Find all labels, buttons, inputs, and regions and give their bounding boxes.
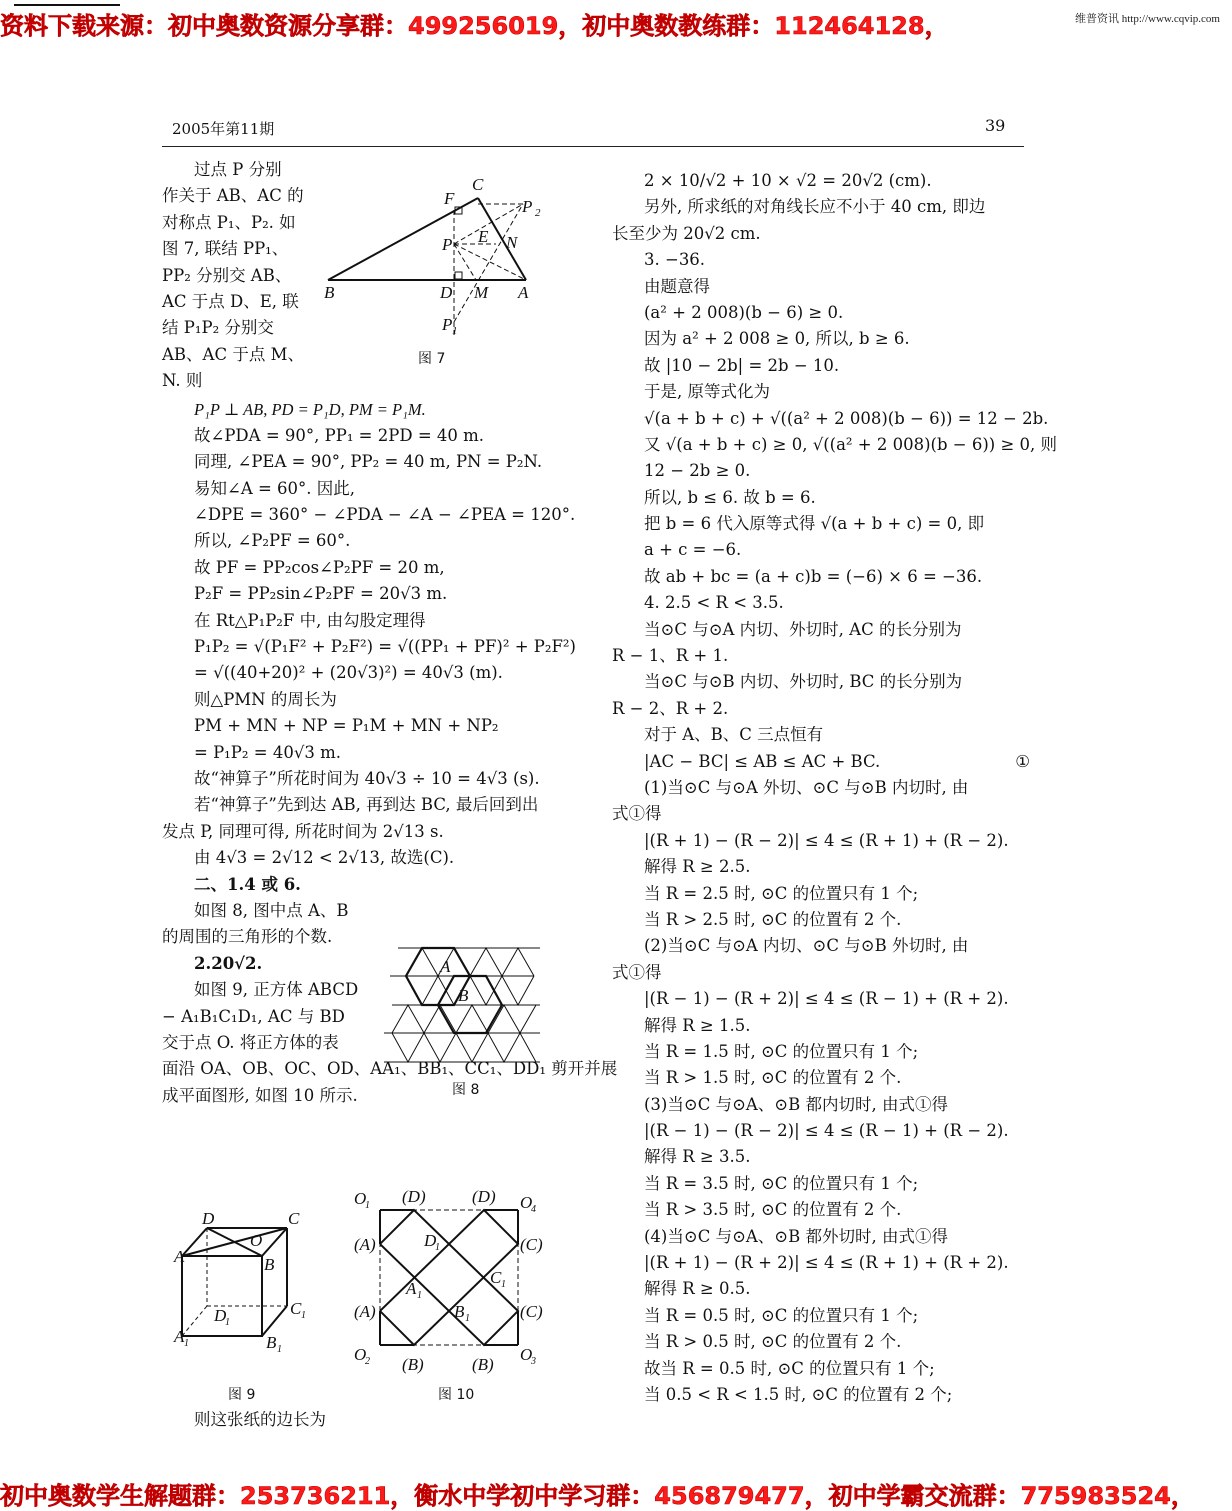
svg-text:E: E xyxy=(478,227,489,246)
text-line xyxy=(612,485,1030,511)
text-line: 发点 P, 同理可得, 所花时间为 2√13 s. xyxy=(162,821,444,841)
svg-text:1: 1 xyxy=(225,1317,230,1328)
svg-text:B: B xyxy=(458,986,469,1005)
line-text: 由题意得 xyxy=(644,276,710,296)
text-line: 若“神算子”先到达 AB, 再到达 BC, 最后回到出 xyxy=(194,795,539,815)
text-line: AB、AC 于点 M、 xyxy=(162,344,304,364)
figure-9 xyxy=(172,1206,322,1406)
text-line: PP₂ 分别交 AB、 xyxy=(162,265,292,285)
equation-line: = P₁P₂ = 40√3 m. xyxy=(194,742,341,762)
svg-text:D: D xyxy=(440,283,453,302)
text-line xyxy=(612,1092,1030,1118)
line-text: 当 R > 1.5 时, ⊙C 的位置有 2 个. xyxy=(644,1068,902,1088)
figure-8 xyxy=(384,945,544,1098)
line-text: a + c = −6. xyxy=(644,540,742,560)
text-line: 过点 P 分别 xyxy=(194,160,282,179)
text-line xyxy=(612,933,1030,959)
svg-text:1: 1 xyxy=(184,1338,189,1349)
svg-text:O: O xyxy=(354,1345,367,1364)
answer-heading: 2.20√2. xyxy=(194,953,263,973)
svg-text:B: B xyxy=(324,283,335,302)
svg-text:A: A xyxy=(406,1279,417,1298)
svg-text:2: 2 xyxy=(365,1356,370,1367)
svg-text:D: D xyxy=(424,1231,437,1250)
text-line xyxy=(612,669,1030,695)
text-line xyxy=(612,194,1030,220)
figure-10 xyxy=(354,1190,554,1406)
line-text: (4)当⊙C 与⊙A、⊙B 都外切时, 由式①得 xyxy=(644,1226,948,1246)
svg-text:P: P xyxy=(522,197,533,216)
svg-text:O: O xyxy=(520,1345,533,1364)
text-line xyxy=(612,511,1030,537)
line-text: |(R − 1) − (R + 2)| ≤ 4 ≤ (R − 1) + (R + 2). xyxy=(644,989,1009,1009)
svg-text:B: B xyxy=(264,1255,275,1274)
text-line xyxy=(612,881,1030,907)
text-line: 故∠PDA = 90°, PP₁ = 2PD = 40 m. xyxy=(194,425,485,445)
line-text: 当 R > 3.5 时, ⊙C 的位置有 2 个. xyxy=(644,1200,902,1220)
text-line xyxy=(612,537,1030,563)
text-line xyxy=(612,828,1030,854)
text-line: 的周围的三角形的个数. xyxy=(162,927,333,947)
line-text: 2 × 10/√2 + 10 × √2 = 20√2 (cm). xyxy=(644,171,932,190)
line-text: 故 ab + bc = (a + c)b = (−6) × 6 = −36. xyxy=(644,566,983,586)
svg-text:C: C xyxy=(490,1268,502,1287)
text-line xyxy=(612,1382,1030,1408)
text-line: 易知∠A = 60°. 因此, xyxy=(194,478,356,498)
svg-text:(D): (D) xyxy=(402,1190,426,1206)
svg-text:1: 1 xyxy=(417,1290,422,1301)
text-line xyxy=(612,722,1030,748)
text-line xyxy=(612,960,1030,986)
text-line xyxy=(612,1144,1030,1170)
figure-8-caption: 图 8 xyxy=(452,1082,480,1098)
source-watermark: 维普资讯 http://www.cqvip.com xyxy=(1074,13,1220,25)
line-text: R − 1、R + 1. xyxy=(612,646,729,666)
svg-text:O: O xyxy=(250,1231,263,1250)
text-line: ∠DPE = 360° − ∠PDA − ∠A − ∠PEA = 120°. xyxy=(194,505,576,525)
line-text: |(R − 1) − (R − 2)| ≤ 4 ≤ (R − 1) + (R − 2). xyxy=(644,1121,1009,1141)
cube-diagram xyxy=(172,1206,322,1356)
text-line xyxy=(612,326,1030,352)
svg-text:1: 1 xyxy=(501,1279,506,1290)
line-text: 当 R > 2.5 时, ⊙C 的位置有 2 个. xyxy=(644,909,902,929)
svg-text:P: P xyxy=(442,235,453,254)
equation-line: P₁P ⊥ AB, PD = P₁D, PM = P₁M. xyxy=(194,399,426,419)
equation-line: P₁P₂ = √(P₁F² + P₂F²) = √((PP₁ + PF)² + P₂F²) xyxy=(194,637,576,657)
svg-text:O: O xyxy=(520,1193,533,1212)
text-line xyxy=(612,590,1030,616)
text-line: 对称点 P₁、P₂. 如 xyxy=(162,212,296,232)
svg-text:(B): (B) xyxy=(472,1355,494,1374)
equation-line: PM + MN + NP = P₁M + MN + NP₂ xyxy=(194,716,499,736)
text-line xyxy=(612,1356,1030,1382)
line-text: 长至少为 20√2 cm. xyxy=(612,223,761,243)
running-title: 2005年第11期 xyxy=(172,120,275,138)
svg-text:(C): (C) xyxy=(520,1302,543,1321)
text-line: 图 7, 联结 PP₁、 xyxy=(162,239,289,259)
svg-text:(C): (C) xyxy=(520,1235,543,1254)
text-line: − A₁B₁C₁D₁, AC 与 BD xyxy=(162,1006,345,1026)
svg-text:(B): (B) xyxy=(402,1355,424,1374)
line-text: (1)当⊙C 与⊙A 外切、⊙C 与⊙B 内切时, 由 xyxy=(644,777,969,797)
svg-text:B: B xyxy=(454,1302,465,1321)
text-line: N. 则 xyxy=(162,371,203,391)
text-line xyxy=(612,775,1030,801)
line-text: |(R + 1) − (R − 2)| ≤ 4 ≤ (R + 1) + (R − 2). xyxy=(644,830,1009,850)
figure-7-caption: 图 7 xyxy=(418,351,446,367)
line-text: √(a + b + c) + √((a² + 2 008)(b − 6)) = 12 − 2b. xyxy=(644,408,1049,428)
text-line xyxy=(612,406,1049,432)
text-line xyxy=(612,1303,1030,1329)
text-line: 则这张纸的边长为 xyxy=(194,1410,326,1429)
text-line: 结 P₁P₂ 分别交 xyxy=(162,318,274,338)
text-line: 在 Rt△P₁P₂F 中, 由勾股定理得 xyxy=(194,610,426,630)
svg-text:1: 1 xyxy=(365,1200,370,1211)
svg-text:A: A xyxy=(174,1247,185,1266)
svg-text:D: D xyxy=(202,1209,215,1228)
triangular-grid-diagram xyxy=(384,945,544,1065)
proof-block xyxy=(162,397,582,898)
svg-text:A: A xyxy=(174,1327,185,1346)
svg-text:D: D xyxy=(214,1306,227,1325)
line-text: 当 R > 0.5 时, ⊙C 的位置有 2 个. xyxy=(644,1332,902,1352)
line-text: (3)当⊙C 与⊙A、⊙B 都内切时, 由式①得 xyxy=(644,1094,948,1114)
text-line xyxy=(612,1171,1030,1197)
figure-10-caption: 图 10 xyxy=(438,1387,475,1403)
header-rule xyxy=(162,146,1024,147)
svg-text:1: 1 xyxy=(301,1310,306,1321)
text-line xyxy=(612,1013,1030,1039)
svg-text:1: 1 xyxy=(435,1242,440,1253)
triangle-reflection-diagram xyxy=(318,172,568,342)
line-text: 解得 R ≥ 3.5. xyxy=(644,1147,751,1167)
text-line xyxy=(612,1250,1030,1276)
line-text: 对于 A、B、C 三点恒有 xyxy=(644,725,824,745)
line-text: 另外, 所求纸的对角线长应不小于 40 cm, 即边 xyxy=(644,197,986,217)
text-line xyxy=(612,617,1030,643)
unfolded-cube-net-diagram xyxy=(354,1190,554,1375)
line-text: |AC − BC| ≤ AB ≤ AC + BC. xyxy=(644,751,881,771)
text-line: P₂F = PP₂sin∠P₂PF = 20√3 m. xyxy=(194,584,448,604)
svg-text:F: F xyxy=(444,189,455,208)
text-line xyxy=(612,168,1030,194)
line-text: 解得 R ≥ 2.5. xyxy=(644,857,751,877)
svg-text:2: 2 xyxy=(535,207,541,219)
equation-number: ① xyxy=(1015,751,1030,771)
text-line: 由 4√3 = 2√12 < 2√13, 故选(C). xyxy=(194,848,455,868)
svg-text:(D): (D) xyxy=(472,1190,496,1206)
text-line xyxy=(612,247,1030,273)
text-line xyxy=(612,274,1030,300)
svg-text:B: B xyxy=(266,1333,277,1352)
svg-text:(A): (A) xyxy=(354,1302,376,1321)
bottom-promo-banner: 初中奥数学生解题群：253736211，衡水中学初中学习群：456879477，初中学霸交流群：775983524， xyxy=(0,1482,1195,1510)
intro-paragraph xyxy=(162,157,302,395)
figure-7 xyxy=(318,172,568,367)
text-line: 交于点 O. 将正方体的表 xyxy=(162,1032,339,1052)
line-text: 又 √(a + b + c) ≥ 0, √((a² + 2 008)(b − 6)) ≥ 0, 则 xyxy=(644,434,1058,454)
svg-text:M: M xyxy=(474,283,489,302)
text-line xyxy=(612,379,1030,405)
text-line xyxy=(612,854,1030,880)
line-text: 式①得 xyxy=(612,804,662,824)
line-text: 式①得 xyxy=(612,962,662,982)
text-line xyxy=(612,643,1030,669)
svg-text:O: O xyxy=(354,1190,367,1208)
text-line xyxy=(612,1276,1030,1302)
text-line: 面沿 OA、OB、OC、OD、AA₁、BB₁、CC₁、DD₁ 剪开并展 xyxy=(162,1059,618,1079)
svg-text:A: A xyxy=(518,283,529,302)
line-text: |(R + 1) − (R + 2)| ≤ 4 ≤ (R + 1) + (R + 2). xyxy=(644,1253,1009,1273)
text-line: 所以, ∠P₂PF = 60°. xyxy=(194,531,351,551)
svg-text:4: 4 xyxy=(531,1204,536,1215)
line-text: 12 − 2b ≥ 0. xyxy=(644,461,751,481)
closing-text xyxy=(194,1407,326,1433)
text-line xyxy=(612,300,1030,326)
answer-heading: 二、1.4 或 6. xyxy=(194,874,301,894)
text-line xyxy=(612,432,1058,458)
svg-text:N: N xyxy=(506,233,518,252)
line-text: R − 2、R + 2. xyxy=(612,698,729,718)
line-text: 当 0.5 < R < 1.5 时, ⊙C 的位置有 2 个; xyxy=(644,1384,953,1404)
line-text: (2)当⊙C 与⊙A 内切、⊙C 与⊙B 外切时, 由 xyxy=(644,936,969,956)
equation-line: = √((40+20)² + (20√3)²) = 40√3 (m). xyxy=(194,663,503,683)
text-line xyxy=(612,353,1030,379)
text-line xyxy=(612,1039,1030,1065)
line-text: 解得 R ≥ 0.5. xyxy=(644,1279,751,1299)
svg-text:1: 1 xyxy=(465,1313,470,1324)
text-line xyxy=(612,1329,1030,1355)
text-line xyxy=(612,1197,1030,1223)
line-text: 于是, 原等式化为 xyxy=(644,382,770,402)
line-text: 故当 R = 0.5 时, ⊙C 的位置只有 1 个; xyxy=(644,1358,935,1378)
text-line xyxy=(612,564,1030,590)
line-text: 解得 R ≥ 1.5. xyxy=(644,1015,751,1035)
svg-text:3: 3 xyxy=(531,1356,536,1367)
svg-text:C: C xyxy=(472,175,484,194)
text-line: AC 于点 D、E, 联 xyxy=(162,291,299,311)
text-line xyxy=(612,907,1030,933)
svg-text:C: C xyxy=(288,1209,300,1228)
text-line: 如图 9, 正方体 ABCD xyxy=(194,980,359,1000)
svg-text:C: C xyxy=(290,1299,302,1318)
text-line xyxy=(612,696,1030,722)
top-promo-banner: 资料下载来源：初中奥数资源分享群：499256019，初中奥数教练群：112464128， xyxy=(0,12,949,40)
text-line xyxy=(612,986,1030,1012)
line-text: 当 R = 1.5 时, ⊙C 的位置只有 1 个; xyxy=(644,1041,919,1061)
text-line: 则△PMN 的周长为 xyxy=(194,689,337,709)
text-line xyxy=(612,221,1030,247)
right-column xyxy=(612,168,1058,1408)
line-text: 所以, b ≤ 6. 故 b = 6. xyxy=(644,487,816,507)
line-text: 当⊙C 与⊙B 内切、外切时, BC 的长分别为 xyxy=(644,672,963,692)
svg-text:P: P xyxy=(442,315,453,334)
text-line xyxy=(612,1118,1030,1144)
text-line: 作关于 AB、AC 的 xyxy=(162,186,304,206)
line-text: 当 R = 3.5 时, ⊙C 的位置只有 1 个; xyxy=(644,1173,919,1193)
line-text: 4. 2.5 < R < 3.5. xyxy=(644,593,784,613)
svg-text:1: 1 xyxy=(277,1344,282,1355)
part2-block xyxy=(162,898,372,1056)
figure-9-caption: 图 9 xyxy=(228,1387,256,1403)
line-text: 当 R = 0.5 时, ⊙C 的位置只有 1 个; xyxy=(644,1305,919,1325)
text-line xyxy=(612,458,1030,484)
line-text: 3. −36. xyxy=(644,250,706,270)
page-number: 39 xyxy=(985,116,1006,135)
svg-text:A: A xyxy=(440,957,451,976)
text-line: 成平面图形, 如图 10 所示. xyxy=(162,1085,358,1105)
line-text: 因为 a² + 2 008 ≥ 0, 所以, b ≥ 6. xyxy=(644,329,910,349)
line-text: 当 R = 2.5 时, ⊙C 的位置只有 1 个; xyxy=(644,883,919,903)
text-line: 如图 8, 图中点 A、B xyxy=(194,900,349,920)
line-text: 故 |10 − 2b| = 2b − 10. xyxy=(644,355,840,375)
text-line xyxy=(612,1065,1030,1091)
text-line: 同理, ∠PEA = 90°, PP₂ = 40 m, PN = P₂N. xyxy=(194,452,543,472)
line-text: (a² + 2 008)(b − 6) ≥ 0. xyxy=(644,302,844,322)
text-line xyxy=(612,801,1030,827)
text-line xyxy=(612,1224,1030,1250)
svg-text:1: 1 xyxy=(452,325,458,337)
line-text: 当⊙C 与⊙A 内切、外切时, AC 的长分别为 xyxy=(644,619,962,639)
text-line: 故 PF = PP₂cos∠P₂PF = 20 m, xyxy=(194,557,445,577)
text-line xyxy=(612,749,1030,775)
line-text: 把 b = 6 代入原等式得 √(a + b + c) = 0, 即 xyxy=(644,514,985,534)
text-line: 故“神算子”所花时间为 40√3 ÷ 10 = 4√3 (s). xyxy=(194,768,540,788)
svg-text:(A): (A) xyxy=(354,1235,376,1254)
